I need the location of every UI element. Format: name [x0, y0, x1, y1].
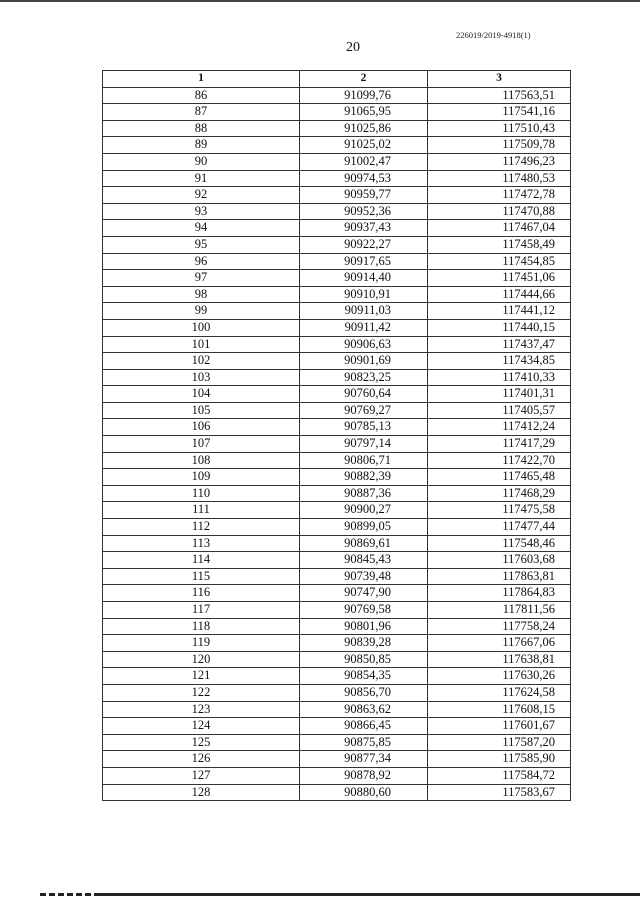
coordinate-x-cell: 90922,27	[300, 236, 428, 253]
coordinate-x-cell: 90880,60	[300, 784, 428, 801]
table-row	[103, 87, 571, 104]
point-number-cell: 92	[103, 187, 300, 204]
coordinate-y-cell: 117465,48	[428, 469, 571, 486]
coordinate-x-cell: 90899,05	[300, 519, 428, 536]
point-number-cell: 110	[103, 485, 300, 502]
coordinate-y-cell: 117510,43	[428, 120, 571, 137]
coordinate-y-cell: 117422,70	[428, 452, 571, 469]
coordinate-y-cell: 117496,23	[428, 153, 571, 170]
point-number-cell: 124	[103, 718, 300, 735]
point-number-cell: 89	[103, 137, 300, 154]
table-row	[103, 336, 571, 353]
coordinate-x-cell: 90911,03	[300, 303, 428, 320]
coordinate-x-cell: 90959,77	[300, 187, 428, 204]
table-row	[103, 751, 571, 768]
coordinate-x-cell: 90769,58	[300, 602, 428, 619]
coordinate-x-cell: 90900,27	[300, 502, 428, 519]
table-row	[103, 734, 571, 751]
table-row	[103, 436, 571, 453]
point-number-cell: 128	[103, 784, 300, 801]
point-number-cell: 95	[103, 236, 300, 253]
point-number-cell: 86	[103, 87, 300, 104]
coordinate-y-cell: 117811,56	[428, 602, 571, 619]
point-number-cell: 102	[103, 353, 300, 370]
point-number-cell: 111	[103, 502, 300, 519]
table-row	[103, 253, 571, 270]
coordinate-x-cell: 90856,70	[300, 684, 428, 701]
table-row	[103, 568, 571, 585]
table-row	[103, 784, 571, 801]
coordinate-y-cell: 117667,06	[428, 635, 571, 652]
coordinate-x-cell: 90785,13	[300, 419, 428, 436]
coordinate-x-cell: 90974,53	[300, 170, 428, 187]
coordinate-y-cell: 117441,12	[428, 303, 571, 320]
point-number-cell: 114	[103, 552, 300, 569]
coordinate-x-cell: 91099,76	[300, 87, 428, 104]
point-number-cell: 126	[103, 751, 300, 768]
coordinate-y-cell: 117472,78	[428, 187, 571, 204]
table-row	[103, 651, 571, 668]
table-row	[103, 402, 571, 419]
point-number-cell: 112	[103, 519, 300, 536]
point-number-cell: 118	[103, 618, 300, 635]
coordinate-x-cell: 90769,27	[300, 402, 428, 419]
coordinate-y-cell: 117638,81	[428, 651, 571, 668]
coordinate-x-cell: 90952,36	[300, 203, 428, 220]
coordinate-x-cell: 91002,47	[300, 153, 428, 170]
table-row	[103, 319, 571, 336]
coordinate-x-cell: 90854,35	[300, 668, 428, 685]
point-number-cell: 99	[103, 303, 300, 320]
table-row	[103, 203, 571, 220]
point-number-cell: 107	[103, 436, 300, 453]
point-number-cell: 105	[103, 402, 300, 419]
column-header-2: 2	[300, 71, 428, 88]
coordinate-x-cell: 91025,86	[300, 120, 428, 137]
coordinate-y-cell: 117437,47	[428, 336, 571, 353]
column-header-3: 3	[428, 71, 571, 88]
coordinate-y-cell: 117864,83	[428, 585, 571, 602]
coordinate-y-cell: 117467,04	[428, 220, 571, 237]
table-row	[103, 270, 571, 287]
coordinate-x-cell: 90917,65	[300, 253, 428, 270]
coordinate-x-cell: 90875,85	[300, 734, 428, 751]
coordinate-x-cell: 90823,25	[300, 369, 428, 386]
coordinate-y-cell: 117541,16	[428, 104, 571, 121]
coordinate-x-cell: 90877,34	[300, 751, 428, 768]
coordinate-x-cell: 90806,71	[300, 452, 428, 469]
coordinate-x-cell: 90882,39	[300, 469, 428, 486]
point-number-cell: 106	[103, 419, 300, 436]
point-number-cell: 108	[103, 452, 300, 469]
coordinate-y-cell: 117401,31	[428, 386, 571, 403]
point-number-cell: 104	[103, 386, 300, 403]
coordinate-x-cell: 90850,85	[300, 651, 428, 668]
coordinate-x-cell: 90878,92	[300, 767, 428, 784]
point-number-cell: 120	[103, 651, 300, 668]
point-number-cell: 117	[103, 602, 300, 619]
coordinate-x-cell: 90910,91	[300, 286, 428, 303]
point-number-cell: 96	[103, 253, 300, 270]
coordinate-y-cell: 117509,78	[428, 137, 571, 154]
table-row	[103, 303, 571, 320]
coordinate-y-cell: 117601,67	[428, 718, 571, 735]
table-row	[103, 684, 571, 701]
bottom-rule-dashes	[40, 893, 100, 896]
coordinate-x-cell: 90739,48	[300, 568, 428, 585]
coordinate-x-cell: 91065,95	[300, 104, 428, 121]
coordinate-x-cell: 90901,69	[300, 353, 428, 370]
coordinate-y-cell: 117630,26	[428, 668, 571, 685]
table-row	[103, 602, 571, 619]
point-number-cell: 123	[103, 701, 300, 718]
coordinate-x-cell: 90906,63	[300, 336, 428, 353]
coordinate-y-cell: 117475,58	[428, 502, 571, 519]
point-number-cell: 94	[103, 220, 300, 237]
document-number: 226019/2019-4918(1)	[456, 30, 531, 40]
table-row	[103, 236, 571, 253]
coordinate-x-cell: 90760,64	[300, 386, 428, 403]
table-row	[103, 386, 571, 403]
coordinate-y-cell: 117412,24	[428, 419, 571, 436]
coordinate-x-cell: 90887,36	[300, 485, 428, 502]
coordinate-y-cell: 117863,81	[428, 568, 571, 585]
table-row	[103, 485, 571, 502]
coordinate-y-cell: 117624,58	[428, 684, 571, 701]
coordinate-y-cell: 117405,57	[428, 402, 571, 419]
point-number-cell: 115	[103, 568, 300, 585]
coordinate-y-cell: 117410,33	[428, 369, 571, 386]
point-number-cell: 88	[103, 120, 300, 137]
table-row	[103, 535, 571, 552]
table-row	[103, 187, 571, 204]
point-number-cell: 93	[103, 203, 300, 220]
point-number-cell: 113	[103, 535, 300, 552]
table-row	[103, 120, 571, 137]
coordinate-x-cell: 90869,61	[300, 535, 428, 552]
point-number-cell: 119	[103, 635, 300, 652]
point-number-cell: 87	[103, 104, 300, 121]
table-row	[103, 419, 571, 436]
coordinate-y-cell: 117758,24	[428, 618, 571, 635]
coordinate-x-cell: 90911,42	[300, 319, 428, 336]
point-number-cell: 103	[103, 369, 300, 386]
table-row	[103, 767, 571, 784]
table-row	[103, 137, 571, 154]
coordinate-y-cell: 117417,29	[428, 436, 571, 453]
table-row	[103, 353, 571, 370]
table-row	[103, 701, 571, 718]
coordinate-x-cell: 90797,14	[300, 436, 428, 453]
table-row	[103, 552, 571, 569]
table-row	[103, 502, 571, 519]
table-row	[103, 220, 571, 237]
table-row	[103, 286, 571, 303]
table-row	[103, 635, 571, 652]
coordinate-y-cell: 117468,29	[428, 485, 571, 502]
coordinate-x-cell: 90866,45	[300, 718, 428, 735]
point-number-cell: 97	[103, 270, 300, 287]
coordinate-y-cell: 117480,53	[428, 170, 571, 187]
point-number-cell: 116	[103, 585, 300, 602]
coordinate-y-cell: 117434,85	[428, 353, 571, 370]
top-rule	[0, 0, 640, 2]
coordinate-y-cell: 117451,06	[428, 270, 571, 287]
table-header-row	[103, 71, 571, 88]
point-number-cell: 121	[103, 668, 300, 685]
point-number-cell: 100	[103, 319, 300, 336]
coordinate-x-cell: 91025,02	[300, 137, 428, 154]
coordinate-y-cell: 117470,88	[428, 203, 571, 220]
coordinate-y-cell: 117608,15	[428, 701, 571, 718]
coordinate-y-cell: 117587,20	[428, 734, 571, 751]
coordinate-x-cell: 90747,90	[300, 585, 428, 602]
coordinate-x-cell: 90845,43	[300, 552, 428, 569]
point-number-cell: 125	[103, 734, 300, 751]
table-row	[103, 104, 571, 121]
point-number-cell: 98	[103, 286, 300, 303]
coordinate-y-cell: 117585,90	[428, 751, 571, 768]
coordinate-y-cell: 117444,66	[428, 286, 571, 303]
coordinate-y-cell: 117583,67	[428, 784, 571, 801]
column-header-1: 1	[103, 71, 300, 88]
table-row	[103, 452, 571, 469]
coordinate-y-cell: 117440,15	[428, 319, 571, 336]
coordinate-x-cell: 90937,43	[300, 220, 428, 237]
table-row	[103, 618, 571, 635]
coordinate-y-cell: 117563,51	[428, 87, 571, 104]
coordinates-table	[102, 70, 571, 801]
coordinate-x-cell: 90914,40	[300, 270, 428, 287]
table-row	[103, 585, 571, 602]
coordinate-x-cell: 90839,28	[300, 635, 428, 652]
coordinate-x-cell: 90801,96	[300, 618, 428, 635]
point-number-cell: 122	[103, 684, 300, 701]
coordinate-y-cell: 117548,46	[428, 535, 571, 552]
coordinate-y-cell: 117477,44	[428, 519, 571, 536]
coordinate-y-cell: 117603,68	[428, 552, 571, 569]
point-number-cell: 90	[103, 153, 300, 170]
table-row	[103, 369, 571, 386]
coordinate-y-cell: 117458,49	[428, 236, 571, 253]
point-number-cell: 109	[103, 469, 300, 486]
table-row	[103, 718, 571, 735]
coordinate-x-cell: 90863,62	[300, 701, 428, 718]
table-row	[103, 519, 571, 536]
table-row	[103, 170, 571, 187]
coordinate-y-cell: 117454,85	[428, 253, 571, 270]
coordinate-y-cell: 117584,72	[428, 767, 571, 784]
table-row	[103, 469, 571, 486]
bottom-rule	[40, 893, 640, 896]
point-number-cell: 101	[103, 336, 300, 353]
point-number-cell: 127	[103, 767, 300, 784]
table-row	[103, 153, 571, 170]
point-number-cell: 91	[103, 170, 300, 187]
page-number: 20	[346, 40, 360, 55]
table-row	[103, 668, 571, 685]
